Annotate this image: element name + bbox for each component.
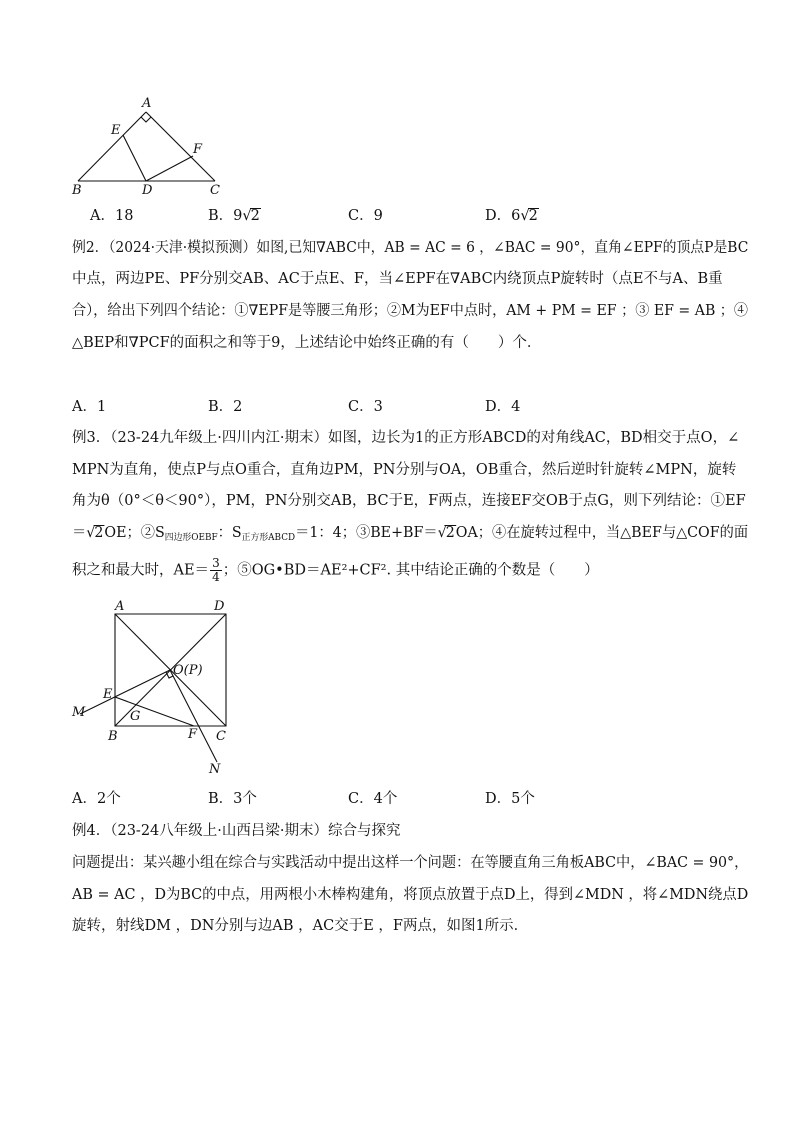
label-f: F xyxy=(193,142,203,157)
q3-option-c: C．4个 xyxy=(348,791,398,807)
q4-line-1: 例4．（23-24八年级上·山西吕梁·期末）综合与探究 xyxy=(72,823,401,839)
q1-option-b-prefix: B．9 xyxy=(208,208,243,224)
q3-line-4-c: ：S xyxy=(217,525,242,541)
q1-option-b: B．9√2 xyxy=(208,208,260,224)
ray-pn xyxy=(170,670,217,762)
q1-option-d-prefix: D．6 xyxy=(485,208,521,224)
q3-line-2: MPN为直角，使点P与点O重合，直角边PM，PN分别与OA，OB重合，然后逆时针旋转∠MPN，旋转 xyxy=(72,462,737,478)
q3-line-4-b: OE；②S xyxy=(104,525,165,541)
side-ac xyxy=(146,112,215,181)
label-c: C xyxy=(210,183,220,198)
q2-option-d: D．4 xyxy=(485,399,521,415)
q3-line-3: 角为θ（0°＜θ＜90°），PM，PN分别交AB，BC于E，F两点，连接EF交OB于点G，则下列结论：①EF xyxy=(72,493,746,509)
q3-line-4-d: ＝1：4；③BE+BF＝ xyxy=(295,525,438,541)
label-a: A xyxy=(142,96,152,111)
label-c: C xyxy=(216,729,226,744)
label-b: B xyxy=(72,183,82,198)
label-o-p: O(P) xyxy=(173,663,203,678)
q2-option-a: A．1 xyxy=(72,399,107,415)
label-d: D xyxy=(142,183,153,198)
q1-option-a: A．18 xyxy=(90,208,134,224)
q3-line-4-sub1: 四边形OEBF xyxy=(164,533,218,543)
q3-line-4-e: OA；④在旋转过程中，当△BEF与△COF的面 xyxy=(455,525,749,541)
q2-line-1: 例2．（2024·天津·模拟预测）如图,已知∇ABC中，AB = AC = 6 ，∠BAC = 90°，直角∠EPF的顶点P是BC xyxy=(72,240,749,256)
q3-option-b: B．3个 xyxy=(208,791,257,807)
label-a: A xyxy=(115,599,125,614)
q3-line-5-b: ；⑤OG•BD＝AE²+CF². 其中结论正确的个数是（ ） xyxy=(222,562,599,579)
segment-de xyxy=(123,135,146,181)
q3-fraction-denominator: 4 xyxy=(212,570,220,584)
q4-line-2: 问题提出：某兴趣小组在综合与实践活动中提出这样一个问题：在等腰直角三角板ABC中，∠BAC = 90°， xyxy=(72,855,749,871)
q3-line-4-sub2: 正方形ABCD xyxy=(241,533,296,543)
q3-line-4-a: ＝ xyxy=(72,525,87,541)
q3-option-d: D．5个 xyxy=(485,791,535,807)
segment-df xyxy=(146,156,193,181)
q4-line-3: AB = AC ，D为BC的中点，用两根小木棒构建角，将顶点放置于点D上，得到∠MDN ，将∠MDN绕点D xyxy=(72,887,749,903)
q2-option-b: B．2 xyxy=(208,399,243,415)
q1-option-d-radicand: 2 xyxy=(528,208,538,224)
figure-2-square xyxy=(66,596,246,778)
q3-line-4: ＝√2OE；$②S_{四边形OEBF}$：$S_{正方形ABCD}=1$：4；③BE+BF＝√2OA；④在旋转过程中，当△BEF与△COF的面 xyxy=(72,525,749,543)
q2-option-c: C．3 xyxy=(348,399,383,415)
q3-line-5 xyxy=(72,557,599,584)
label-g: G xyxy=(130,709,141,724)
label-e: E xyxy=(103,687,113,702)
ray-pm xyxy=(80,670,170,714)
q3-option-a: A．2个 xyxy=(72,791,121,807)
q3-fraction xyxy=(210,557,222,584)
q3-fraction-numerator: 3 xyxy=(212,556,220,570)
q3-line-4-radicand: 2 xyxy=(94,525,104,541)
q3-line-4-radicand-2: 2 xyxy=(445,525,455,541)
segment-ef xyxy=(115,697,194,726)
figure-1-triangle xyxy=(60,90,240,202)
q1-option-b-radicand: 2 xyxy=(250,208,260,224)
label-e: E xyxy=(111,123,121,138)
q2-line-4: △BEP和∇PCF的面积之和等于9，上述结论中始终正确的有（ ）个． xyxy=(72,335,542,351)
q3-line-5-a: 积之和最大时，AE＝ xyxy=(72,562,210,579)
q1-option-c: C．9 xyxy=(348,208,383,224)
q4-line-4: 旋转，射线DM ，DN分别与边AB ，AC交于E ，F两点，如图1所示． xyxy=(72,918,529,934)
q2-line-3: 合），给出下列四个结论：①∇EPF是等腰三角形；②M为EF中点时，AM + PM = EF ；③ EF = AB ；④ xyxy=(72,303,749,319)
label-d: D xyxy=(214,599,225,614)
q1-option-d: D．6√2 xyxy=(485,208,538,224)
label-f: F xyxy=(188,727,198,742)
q2-line-2: 中点，两边PE、PF分别交AB、AC于点E、F，当∠EPF在∇ABC内绕顶点P旋转时（点E不与A、B重 xyxy=(72,271,723,287)
q3-line-1: 例3．（23-24九年级上·四川内江·期末）如图，边长为1的正方形ABCD的对角线AC，BD相交于点O，∠ xyxy=(72,430,740,446)
label-m: M xyxy=(72,705,86,720)
label-b: B xyxy=(108,729,118,744)
right-angle-mark-a xyxy=(141,117,151,122)
label-n: N xyxy=(209,762,221,777)
